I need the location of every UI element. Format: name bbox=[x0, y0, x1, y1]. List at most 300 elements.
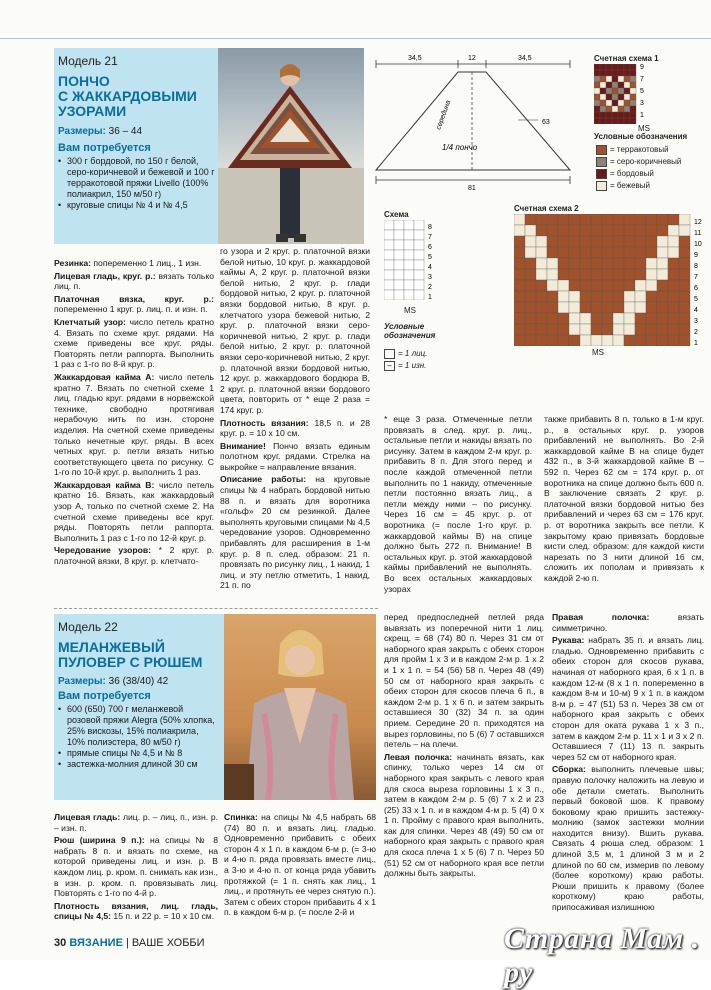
chart-cell bbox=[414, 260, 424, 270]
chart-cell bbox=[558, 335, 569, 346]
chart-cell bbox=[394, 230, 404, 240]
chart-cell bbox=[591, 280, 602, 291]
chart-cell bbox=[525, 247, 536, 258]
chart-cell bbox=[514, 335, 525, 346]
chart-cell bbox=[394, 250, 404, 260]
chart-cell bbox=[384, 240, 394, 250]
model21-title: ПОНЧО С ЖАККАРДОВЫМИ УЗОРАМИ bbox=[58, 73, 197, 119]
chart-cell bbox=[600, 112, 606, 118]
chart-cell bbox=[606, 70, 612, 76]
chart-cell bbox=[547, 313, 558, 324]
chart1-legend-title: Условные обозначения bbox=[594, 132, 688, 141]
chart-cell bbox=[580, 324, 591, 335]
poncho-photo bbox=[218, 48, 364, 244]
chart-cell bbox=[646, 247, 657, 258]
chart-cell bbox=[580, 313, 591, 324]
chart-cell bbox=[558, 236, 569, 247]
chart-cell bbox=[547, 269, 558, 280]
model22-label: Модель 22 bbox=[58, 620, 118, 634]
chart-row-label: 11 bbox=[694, 230, 702, 237]
chart-cell bbox=[569, 291, 580, 302]
chart-cell bbox=[602, 236, 613, 247]
chart-cell bbox=[668, 313, 679, 324]
chart-cell bbox=[624, 88, 630, 94]
chart-cell bbox=[414, 220, 424, 230]
chart-cell bbox=[547, 258, 558, 269]
chart-cell bbox=[602, 247, 613, 258]
scheme-title: Схема bbox=[384, 210, 409, 219]
model21-need-list bbox=[58, 156, 216, 211]
chart-cell bbox=[618, 112, 624, 118]
chart-cell bbox=[547, 335, 558, 346]
chart-cell bbox=[624, 280, 635, 291]
legend-graybrown: = серо-коричневый bbox=[596, 156, 681, 168]
chart-cell bbox=[635, 225, 646, 236]
chart-cell bbox=[547, 291, 558, 302]
chart-cell bbox=[580, 291, 591, 302]
chart-cell bbox=[630, 64, 636, 70]
chart-cell bbox=[646, 269, 657, 280]
chart-cell bbox=[580, 258, 591, 269]
chart-cell bbox=[404, 270, 414, 280]
chart-cell bbox=[536, 280, 547, 291]
chart-cell bbox=[514, 225, 525, 236]
model21-col4: также прибавить 8 п. только в 1-м круг. р., в остальных круг. р. узоров прибавлений не выполнять. Во 2-й жаккардовой кайме В на спице будет 432 п., в 3-й жаккардовой кайме В – 592 п. Через 62 см = 174 круг. р. от воротника на спице должно быть 600 п. В заключение связать 2 круг. р. платочной вязки бордовой нитью без прибавлений и через 63 см = 176 круг. р. от воротника закрыть все петли. К закрытому краю привязать бордовые кисти след. образом: для каждой кисти нарезать по 3 нити длиной 16 см, сложить их пополам и привязать к каждой 2-ю п. bbox=[544, 414, 704, 583]
chart-cell bbox=[613, 258, 624, 269]
chart-row-label: 1 bbox=[428, 294, 432, 300]
chart-cell bbox=[606, 106, 612, 112]
chart-cell bbox=[514, 280, 525, 291]
chart-cell bbox=[591, 313, 602, 324]
chart-cell bbox=[594, 70, 600, 76]
chart-cell bbox=[679, 280, 690, 291]
chart-cell bbox=[602, 291, 613, 302]
chart-cell bbox=[618, 88, 624, 94]
chart-cell bbox=[618, 100, 624, 106]
chart-cell bbox=[618, 70, 624, 76]
magazine-name: ВЯЗАНИЕ bbox=[69, 937, 123, 949]
chart-cell bbox=[657, 335, 668, 346]
chart-cell bbox=[394, 240, 404, 250]
chart-cell bbox=[591, 291, 602, 302]
chart-cell bbox=[624, 214, 635, 225]
chart-cell bbox=[630, 118, 636, 124]
chart-cell bbox=[613, 236, 624, 247]
chart-cell bbox=[558, 280, 569, 291]
chart-cell bbox=[624, 82, 630, 88]
model22-sizes: Размеры: 36 (38/40) 42 bbox=[58, 676, 169, 687]
chart-cell bbox=[569, 214, 580, 225]
chart-cell bbox=[547, 324, 558, 335]
chart-cell bbox=[612, 100, 618, 106]
magazine-subtitle: ВАШЕ ХОББИ bbox=[131, 937, 205, 949]
chart-row-label: 7 bbox=[694, 274, 698, 281]
chart-cell bbox=[624, 106, 630, 112]
chart-cell bbox=[679, 313, 690, 324]
chart-cell bbox=[591, 214, 602, 225]
list-item: • 600 (650) 700 г меланжевой розовой пряжи Alegra (50% хлопка, 25% вискозы, 15% полиакрила, 10% полиэстера, 80 м/50 г) bbox=[58, 704, 218, 748]
chart-cell bbox=[594, 118, 600, 124]
chart-cell bbox=[525, 302, 536, 313]
chart-cell bbox=[514, 269, 525, 280]
chart-cell bbox=[635, 214, 646, 225]
chart-cell bbox=[679, 324, 690, 335]
dim-top-mid: 12 bbox=[468, 55, 476, 62]
chart-cell bbox=[657, 291, 668, 302]
chart-cell bbox=[602, 280, 613, 291]
chart-row-label: 5 bbox=[428, 254, 432, 261]
chart-cell bbox=[657, 302, 668, 313]
chart-cell bbox=[569, 258, 580, 269]
chart-cell bbox=[612, 118, 618, 124]
chart-cell bbox=[613, 214, 624, 225]
chart-row-label: 1 bbox=[694, 340, 698, 346]
chart-cell bbox=[600, 76, 606, 82]
knit-icon bbox=[384, 349, 395, 359]
list-item: • застежка-молния длиной 30 см bbox=[58, 759, 218, 770]
watermark: Страна Мам . ру bbox=[504, 922, 700, 989]
chart-cell bbox=[657, 247, 668, 258]
chart-cell bbox=[635, 302, 646, 313]
list-item: • 300 г бордовой, по 150 г белой, серо-коричневой и бежевой и 100 г терракотовой пряжи Livello (100% полиакрил, 150 м/50 г) bbox=[58, 156, 216, 200]
chart-cell bbox=[668, 236, 679, 247]
chart-cell bbox=[558, 225, 569, 236]
chart-cell bbox=[514, 258, 525, 269]
model22-col2: Спинка: на спицы № 4,5 набрать 68 (74) 80 п. и вязать лиц. гладью. Одновременно прибавить с обеих сторон 4 х 1 п. в каждом 6-м р. (= 3-ю и 4-ю п. ряда провязать вместе лиц., а 3-ю и 4-ю п. от конца ряда убавить протяжкой (= 1 п. снять как лиц., 1 лиц., и протянуть ее через снятую п.). Затем с обеих сторон прибавить 4 х 1 п. в каждом 6-м р. (= после 2-й и bbox=[224, 812, 376, 918]
chart-cell bbox=[414, 230, 424, 240]
chart-cell bbox=[591, 225, 602, 236]
chart-row-label: 7 bbox=[640, 76, 644, 83]
chart-cell bbox=[414, 290, 424, 300]
chart-cell bbox=[618, 82, 624, 88]
chart-cell bbox=[525, 280, 536, 291]
chart-cell bbox=[536, 324, 547, 335]
dim-right: 63 bbox=[542, 119, 550, 126]
chart-cell bbox=[668, 302, 679, 313]
chart-cell bbox=[514, 236, 525, 247]
chart-cell bbox=[536, 236, 547, 247]
chart-cell bbox=[536, 335, 547, 346]
chart-cell bbox=[679, 335, 690, 346]
chart-cell bbox=[624, 258, 635, 269]
chart-cell bbox=[558, 214, 569, 225]
chart-cell bbox=[580, 269, 591, 280]
chart-cell bbox=[624, 247, 635, 258]
chart-row-label: 3 bbox=[694, 318, 698, 325]
chart-cell bbox=[525, 225, 536, 236]
chart-cell bbox=[404, 250, 414, 260]
chart-cell bbox=[600, 82, 606, 88]
chart-cell bbox=[618, 94, 624, 100]
chart-cell bbox=[594, 100, 600, 106]
chart-cell bbox=[668, 214, 679, 225]
chart1-ms: MS bbox=[638, 124, 650, 133]
chart-cell bbox=[514, 247, 525, 258]
chart-cell bbox=[525, 269, 536, 280]
model22-need-list bbox=[58, 704, 218, 770]
chart-cell bbox=[404, 280, 414, 290]
chart-cell bbox=[536, 291, 547, 302]
legend-burgundy: = бордовый bbox=[596, 168, 681, 180]
chart-cell bbox=[580, 335, 591, 346]
chart-row-label: 2 bbox=[428, 284, 432, 291]
chart-cell bbox=[679, 269, 690, 280]
chart-row-label: 9 bbox=[694, 252, 698, 259]
chart-cell bbox=[618, 76, 624, 82]
poncho-quarter-label: 1/4 пончо bbox=[442, 143, 478, 152]
chart-cell bbox=[646, 302, 657, 313]
chart-cell bbox=[630, 82, 636, 88]
chart-cell bbox=[394, 280, 404, 290]
chart-cell bbox=[618, 106, 624, 112]
chart-row-label: 6 bbox=[428, 244, 432, 251]
chart-cell bbox=[558, 324, 569, 335]
chart-cell bbox=[547, 280, 558, 291]
chart-cell bbox=[384, 230, 394, 240]
chart-cell bbox=[668, 335, 679, 346]
chart-cell bbox=[624, 94, 630, 100]
chart-cell bbox=[613, 291, 624, 302]
chart-cell bbox=[657, 225, 668, 236]
chart-cell bbox=[602, 258, 613, 269]
chart-cell bbox=[547, 214, 558, 225]
chart-cell bbox=[668, 280, 679, 291]
chart-cell bbox=[514, 214, 525, 225]
chart-cell bbox=[558, 258, 569, 269]
chart-cell bbox=[558, 291, 569, 302]
chart-cell bbox=[580, 280, 591, 291]
chart-cell bbox=[600, 88, 606, 94]
chart-cell bbox=[602, 225, 613, 236]
chart-cell bbox=[612, 112, 618, 118]
chart-cell bbox=[657, 269, 668, 280]
chart2-title: Счетная схема 2 bbox=[514, 204, 579, 213]
scheme-legend-title: Условные обозначения bbox=[384, 322, 436, 340]
chart-cell bbox=[613, 335, 624, 346]
chart-cell bbox=[635, 258, 646, 269]
chart-row-label: 8 bbox=[428, 224, 432, 231]
chart-cell bbox=[606, 88, 612, 94]
chart-cell bbox=[384, 280, 394, 290]
chart-cell bbox=[547, 236, 558, 247]
chart-cell bbox=[558, 269, 569, 280]
chart1-legend bbox=[596, 144, 681, 192]
chart-cell bbox=[613, 324, 624, 335]
chart-cell bbox=[514, 313, 525, 324]
chart-cell bbox=[668, 225, 679, 236]
chart-cell bbox=[591, 335, 602, 346]
chart-cell bbox=[514, 324, 525, 335]
chart-cell bbox=[384, 220, 394, 230]
chart-row-label: 3 bbox=[640, 100, 644, 107]
chart-cell bbox=[606, 64, 612, 70]
chart-cell bbox=[580, 225, 591, 236]
chart-cell bbox=[394, 290, 404, 300]
dim-bottom: 81 bbox=[468, 185, 476, 190]
chart-cell bbox=[635, 324, 646, 335]
chart-cell bbox=[594, 64, 600, 70]
chart-cell bbox=[404, 220, 414, 230]
chart-cell bbox=[536, 313, 547, 324]
chart-cell bbox=[630, 100, 636, 106]
chart-cell bbox=[547, 247, 558, 258]
chart-cell bbox=[536, 302, 547, 313]
chart-cell bbox=[404, 260, 414, 270]
chart-cell bbox=[612, 76, 618, 82]
chart-cell bbox=[591, 324, 602, 335]
chart-cell bbox=[600, 94, 606, 100]
swatch-icon bbox=[596, 145, 607, 155]
legend-terracotta: = терракотовый bbox=[596, 144, 681, 156]
chart-cell bbox=[635, 313, 646, 324]
chart-cell bbox=[384, 270, 394, 280]
chart-cell bbox=[394, 220, 404, 230]
chart-cell bbox=[613, 225, 624, 236]
chart-cell bbox=[600, 64, 606, 70]
chart-cell bbox=[646, 236, 657, 247]
model22-col3: перед предпоследней петлей ряда вывязать из поперечной нити 1 лиц. скрещ. = 68 (74) 80 п. Через 31 см от наборного края закрыть с обеих сторон для пройм 1 х 3 и в каждом 2-м р. 1 х 2 и 1 х 1 п. = 54 (56) 58 п. Через 48 (49) 50 см от наборного края закрыть с обеих сторон для скосов плеча 6 п., в каждом 2-м р. 1 х 6 п. и затем закрыть оставшиеся 30 (32) 34 п. за один прием. Середине 20 п. приходятся на вырез горловины, по 5 (6) 7 оставшихся петель – на плечи. Левая полочка: начинать вязать, как спинку, только через 14 см от наборного края закрыть с левого края для скоса выреза горловины 1 х 3 п., затем в каждом 2-м р. 5 (6) 7 х 2 и 23 (25) 33 х 1 п. и в каждом 4-м р. 5 (4) 0 х 1 п. Пройму с правого края выполнить, как для спинки. Через 48 (49) 50 см от наборного края закрыть с правого края для скоса плеча 1 х 5 (6) 7 п. Через 50 (51) 52 см от наборного края все петли должны быть закрыты. bbox=[384, 612, 544, 879]
chart-cell bbox=[602, 269, 613, 280]
chart-cell bbox=[624, 236, 635, 247]
chart-cell bbox=[569, 236, 580, 247]
chart-cell bbox=[646, 214, 657, 225]
chart-cell bbox=[384, 260, 394, 270]
chart-cell bbox=[646, 225, 657, 236]
chart-cell bbox=[624, 76, 630, 82]
chart-cell bbox=[591, 258, 602, 269]
chart-cell bbox=[635, 280, 646, 291]
chart-cell bbox=[514, 302, 525, 313]
chart-cell bbox=[646, 324, 657, 335]
center-label: середина bbox=[435, 99, 453, 131]
chart-cell bbox=[630, 88, 636, 94]
chart-cell bbox=[569, 269, 580, 280]
chart-cell bbox=[525, 291, 536, 302]
chart-cell bbox=[591, 302, 602, 313]
chart-cell bbox=[384, 250, 394, 260]
chart-cell bbox=[657, 258, 668, 269]
chart-row-label: 3 bbox=[428, 274, 432, 281]
chart-cell bbox=[569, 302, 580, 313]
chart-cell bbox=[594, 94, 600, 100]
chart-cell bbox=[624, 225, 635, 236]
chart-cell bbox=[602, 214, 613, 225]
chart-cell bbox=[558, 302, 569, 313]
chart-cell bbox=[536, 214, 547, 225]
sweater-photo bbox=[224, 614, 376, 800]
chart-cell bbox=[624, 302, 635, 313]
chart-cell bbox=[569, 225, 580, 236]
chart-row-label: 1 bbox=[640, 112, 644, 119]
chart-cell bbox=[404, 290, 414, 300]
poncho-shape-diagram bbox=[368, 50, 578, 190]
chart-row-label: 4 bbox=[694, 307, 698, 314]
chart-cell bbox=[547, 225, 558, 236]
chart-cell bbox=[404, 240, 414, 250]
chart-row-label: 5 bbox=[640, 88, 644, 95]
page-number: 30 bbox=[54, 937, 67, 949]
chart-cell bbox=[657, 313, 668, 324]
chart-cell bbox=[624, 324, 635, 335]
model21-col3: * еще 3 раза. Отмеченные петли провязать в след. круг. р. лиц., остальные петли и накиды вязать по рисунку. Затем в каждом 2-м круг. р. прибавить 8 п. Для этого перед и после каждой отмеченной петли выполнить по 1 накиду, отмеченные петли постоянно вязать лиц., а петли между ними – по рисунку. Через 16 см = 45 круг. р. от воротника (= после 1-го круг. р. жаккардовой каймы В) на спице должно быть 272 п. Внимание! В остальных круг. р. этой жаккардовой каймы прибавлений не выполнять. Во всех остальных жаккардовых узорах bbox=[384, 414, 532, 594]
chart-cell bbox=[668, 324, 679, 335]
chart-cell bbox=[606, 94, 612, 100]
chart-cell bbox=[668, 269, 679, 280]
section-divider bbox=[54, 608, 378, 609]
chart-cell bbox=[630, 70, 636, 76]
list-item: • прямые спицы № 4,5 и № 8 bbox=[58, 748, 218, 759]
chart-cell bbox=[414, 250, 424, 260]
chart-cell bbox=[624, 313, 635, 324]
chart-cell bbox=[657, 280, 668, 291]
chart-row-label: 8 bbox=[694, 263, 698, 270]
chart-cell bbox=[679, 258, 690, 269]
chart-cell bbox=[630, 94, 636, 100]
chart-cell bbox=[594, 106, 600, 112]
chart-cell bbox=[679, 291, 690, 302]
chart-cell bbox=[569, 280, 580, 291]
chart-cell bbox=[612, 70, 618, 76]
chart-cell bbox=[613, 247, 624, 258]
chart-cell bbox=[612, 82, 618, 88]
chart-cell bbox=[657, 236, 668, 247]
chart-cell bbox=[525, 258, 536, 269]
chart-cell bbox=[646, 335, 657, 346]
chart-cell bbox=[668, 247, 679, 258]
chart-cell bbox=[414, 270, 424, 280]
chart-cell bbox=[414, 240, 424, 250]
chart-cell bbox=[679, 225, 690, 236]
chart-cell bbox=[525, 335, 536, 346]
chart-cell bbox=[580, 302, 591, 313]
model21-sizes: Размеры: 36 – 44 bbox=[58, 126, 143, 137]
list-item: • круговые спицы № 4 и № 4,5 bbox=[58, 200, 216, 211]
chart-cell bbox=[618, 64, 624, 70]
swatch-icon bbox=[596, 157, 607, 167]
chart-cell bbox=[635, 236, 646, 247]
chart-cell bbox=[525, 324, 536, 335]
chart-cell bbox=[606, 112, 612, 118]
chart-cell bbox=[624, 335, 635, 346]
page-footer: 30 ВЯЗАНИЕ | ВАШЕ ХОББИ bbox=[54, 937, 205, 949]
chart-cell bbox=[602, 335, 613, 346]
chart-cell bbox=[414, 280, 424, 290]
chart-cell bbox=[635, 269, 646, 280]
chart-cell bbox=[679, 236, 690, 247]
chart-row-label: 10 bbox=[694, 241, 702, 248]
chart-row-label: 2 bbox=[694, 329, 698, 336]
chart-cell bbox=[613, 280, 624, 291]
chart-cell bbox=[624, 269, 635, 280]
chart-cell bbox=[591, 236, 602, 247]
chart-cell bbox=[630, 106, 636, 112]
chart-row-label: 9 bbox=[640, 64, 644, 71]
chart-cell bbox=[547, 302, 558, 313]
chart-cell bbox=[394, 260, 404, 270]
chart-cell bbox=[635, 291, 646, 302]
chart-cell bbox=[635, 335, 646, 346]
chart-cell bbox=[536, 269, 547, 280]
chart-cell bbox=[679, 214, 690, 225]
chart-cell bbox=[602, 302, 613, 313]
chart-cell bbox=[580, 247, 591, 258]
chart-cell bbox=[569, 313, 580, 324]
model21-col1: Резинка: попеременно 1 лиц., 1 изн. Лицевая гладь, круг. р.: вязать только лиц. п. Платочная вязка, круг. р.: попеременно 1 круг. р. лиц. п. и изн. п. Клетчатый узор: число петель кратно 4. Вязать по схеме круг. рядами. На схеме приведены все круг. ряды. Повторять петли раппорта. Выполнить 1 раз с 1-го по 8-й круг. р. Жаккардовая кайма А: число петель кратно 7. Вязать по счетной схеме 1 лиц. гладью круг. рядами в норвежской технике, свободно протягивая нерабочую нить по изн. стороне изделия. На счетной схеме приведены только нечетные круг. ряды. В всех четных круг. р. петли вязать нитью соответствующего цвета по рисунку. С 1-го по 10-й круг. р. выполнить 1 раз. Жаккардовая кайма В: число петель кратно 16. Вязать, как жаккардовый узор А, только по счетной схеме 2. На счетной схеме приведены все круг. ряды. Повторять петли раппорта. Выполнить 1 раз с 1-го по 12-й круг. р. Чередование узоров: * 2 круг. р. платочной вязки, 8 круг. р. клетчато- bbox=[54, 258, 214, 567]
chart2-grid bbox=[514, 214, 704, 348]
chart-cell bbox=[606, 82, 612, 88]
chart-cell bbox=[558, 247, 569, 258]
chart-cell bbox=[594, 88, 600, 94]
